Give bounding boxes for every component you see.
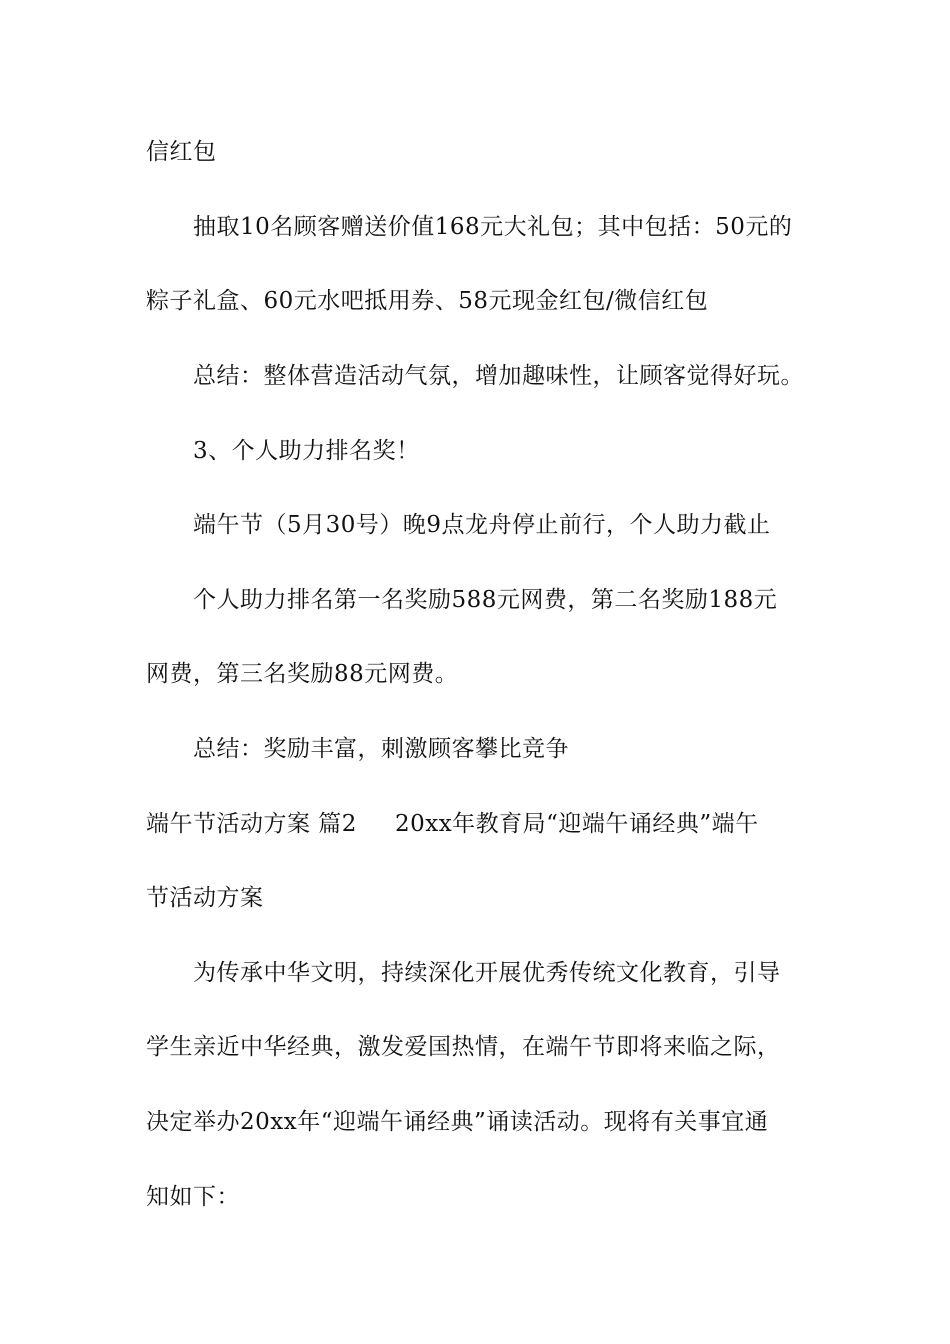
paragraph-line: 总结：整体营造活动气氛，增加趣味性，让顾客觉得好玩。 xyxy=(193,363,804,389)
article-title: 20xx年教育局“迎端午诵经典”端午 xyxy=(394,811,759,837)
section-heading: 3、个人助力排名奖！ xyxy=(193,438,420,464)
paragraph-line: 知如下： xyxy=(146,1184,240,1210)
paragraph-line: 个人助力排名第一名奖励588元网费，第二名奖励188元 xyxy=(193,587,778,613)
paragraph-line: 网费，第三名奖励88元网费。 xyxy=(146,661,459,687)
article-section-label: 端午节活动方案 篇2 xyxy=(146,811,357,837)
paragraph-line: 为传承中华文明，持续深化开展优秀传统文化教育，引导 xyxy=(193,960,781,986)
paragraph-line: 学生亲近中华经典，激发爱国热情，在端午节即将来临之际， xyxy=(146,1034,781,1060)
paragraph-line: 总结：奖励丰富，刺激顾客攀比竞争 xyxy=(193,736,569,762)
paragraph-line: 粽子礼盒、60元水吧抵用券、58元现金红包/微信红包 xyxy=(146,288,709,314)
article-title-line xyxy=(146,809,816,839)
article-title-continued: 节活动方案 xyxy=(146,885,264,911)
paragraph-line: 抽取10名顾客赠送价值168元大礼包；其中包括：50元的 xyxy=(193,214,793,240)
paragraph-line: 决定举办20xx年“迎端午诵经典”诵读活动。现将有关事宜通 xyxy=(146,1109,769,1135)
paragraph-line: 信红包 xyxy=(146,139,217,165)
paragraph-line: 端午节（5月30号）晚9点龙舟停止前行，个人助力截止 xyxy=(193,512,771,538)
